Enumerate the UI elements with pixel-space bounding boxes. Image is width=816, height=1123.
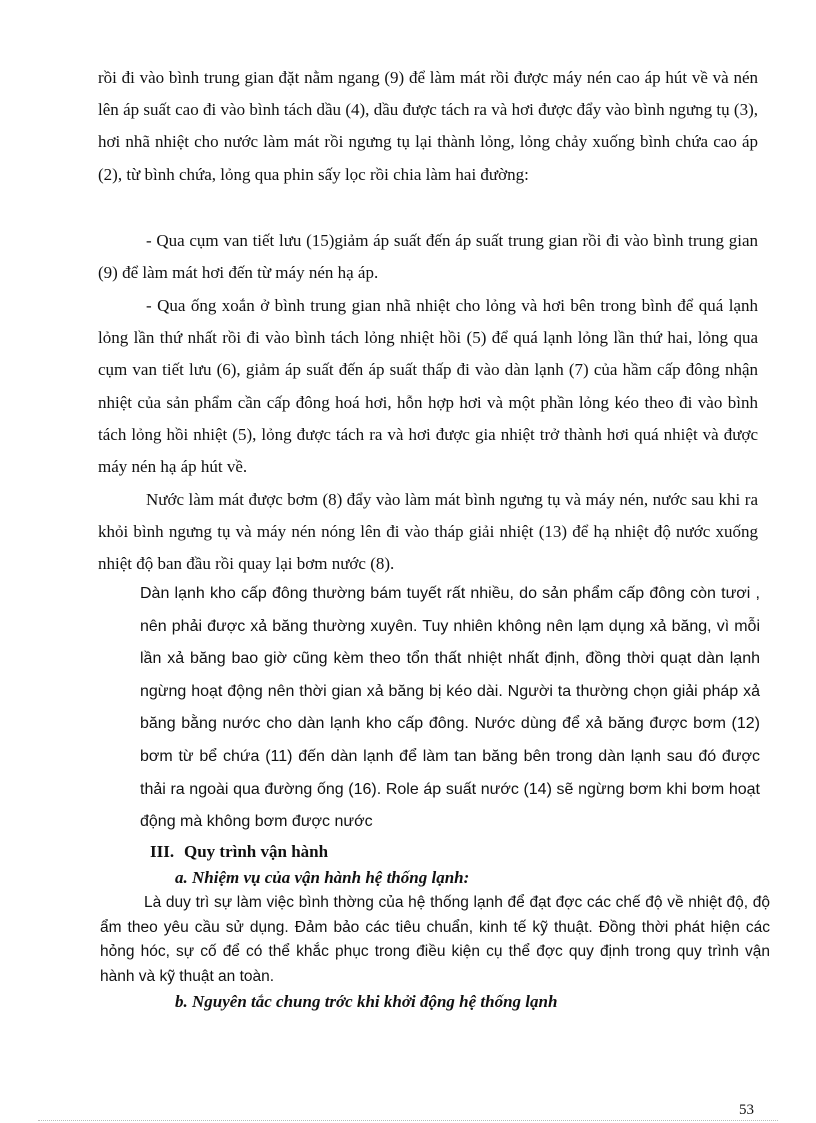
paragraph-intercooler-coil-path: - Qua ống xoắn ở bình trung gian nhã nhiệt cho lỏng và hơi bên trong bình để quá lạnh lỏng lần thứ nhất rồi đi vào bình tách lỏng nhiệt hồi (5) để quá lạnh lỏng lần thứ hai, lỏng qua cụm van tiết lưu (6), giảm áp suất đến áp suất thấp đi vào dàn lạnh (7) của hầm cấp đông nhận nhiệt của sản phẩm cần cấp đông hoá hơi, hỗn hợp hơi và một phần lỏng kéo theo đi vào bình tách lỏng hồi nhiệt (5), lỏng được tách ra và hơi được gia nhiệt trở thành hơi quá nhiệt và được máy nén hạ áp hút về. (98, 296, 758, 477)
footer-divider (38, 1120, 778, 1121)
subsection-b-title: Nguyên tắc chung trớc khi khởi động hệ thống lạnh (192, 992, 558, 1011)
subsection-a-label: a. (175, 868, 188, 887)
body-text-block (98, 290, 758, 483)
section-title: Quy trình vận hành (184, 842, 329, 861)
body-text-block (98, 484, 758, 581)
subsection-heading-b (175, 990, 557, 1014)
paragraph-operation-task: Là duy trì sự làm việc bình thờng của hệ thống lạnh để đạt đợc các chế độ về nhiệt độ, độ ẩm theo yêu cầu sử dụng. Đảm bảo các tiêu chuẩn, kinh tế kỹ thuật. Đồng thời phát hiện các hỏng hóc, sự cố để có thể khắc phục trong điều kiện cụ thể đợc quy định trong quy trình vận hành và kỹ thuật an toàn. (100, 894, 770, 986)
body-text-block (98, 225, 758, 289)
body-text-block (98, 62, 758, 191)
paragraph-expansion-valve-path: - Qua cụm van tiết lưu (15)giảm áp suất đến áp suất trung gian rồi đi vào bình trung gian (9) để làm mát hơi đến từ máy nén hạ áp. (98, 231, 758, 283)
body-text-block (100, 891, 770, 990)
subsection-heading-a (175, 866, 469, 890)
section-number: III. (150, 842, 175, 861)
paragraph-refrigeration-cycle: rồi đi vào bình trung gian đặt nằm ngang (9) để làm mát rồi được máy nén cao áp hút về và nén lên áp suất cao đi vào bình tách dầu (4), dầu được tách ra và hơi được đẩy vào bình ngưng tụ (3), hơi nhã nhiệt cho nước làm mát rồi ngưng tụ lại thành lỏng, lỏng chảy xuống bình chứa cao áp (2), từ bình chứa, lỏng qua phin sấy lọc rồi chia làm hai đường: (98, 68, 758, 184)
paragraph-cooling-water: Nước làm mát được bơm (8) đẩy vào làm mát bình ngưng tụ và máy nén, nước sau khi ra khỏi bình ngưng tụ và máy nén nóng lên đi vào tháp giải nhiệt (13) để hạ nhiệt độ nước xuống nhiệt độ ban đầu rồi quay lại bơm nước (8). (98, 490, 758, 574)
subsection-b-label: b. (175, 992, 188, 1011)
section-heading (150, 840, 328, 864)
page-number: 53 (739, 1102, 754, 1118)
subsection-a-title: Nhiệm vụ của vận hành hệ thống lạnh: (192, 868, 470, 887)
paragraph-defrost: Dàn lạnh kho cấp đông thường bám tuyết rất nhiều, do sản phẩm cấp đông còn tươi , nên phải được xả băng thường xuyên. Tuy nhiên không nên lạm dụng xả băng, vì mỗi lần xả băng bao giờ cũng kèm theo tổn thất nhiệt nhất định, đồng thời quạt dàn lạnh ngừng hoạt động nên thời gian xả băng bị kéo dài. Người ta thường chọn giải pháp xả băng bằng nước cho dàn lạnh kho cấp đông. Nước dùng để xả băng được bơm (12) bơm từ bể chứa (11) đến dàn lạnh để làm tan băng bên trong dàn lạnh sau đó được thải ra ngoài qua đường ống (16). Role áp suất nước (14) sẽ ngừng bơm khi bơm hoạt động mà không bơm được nước (140, 585, 760, 831)
body-text-block (140, 578, 760, 839)
